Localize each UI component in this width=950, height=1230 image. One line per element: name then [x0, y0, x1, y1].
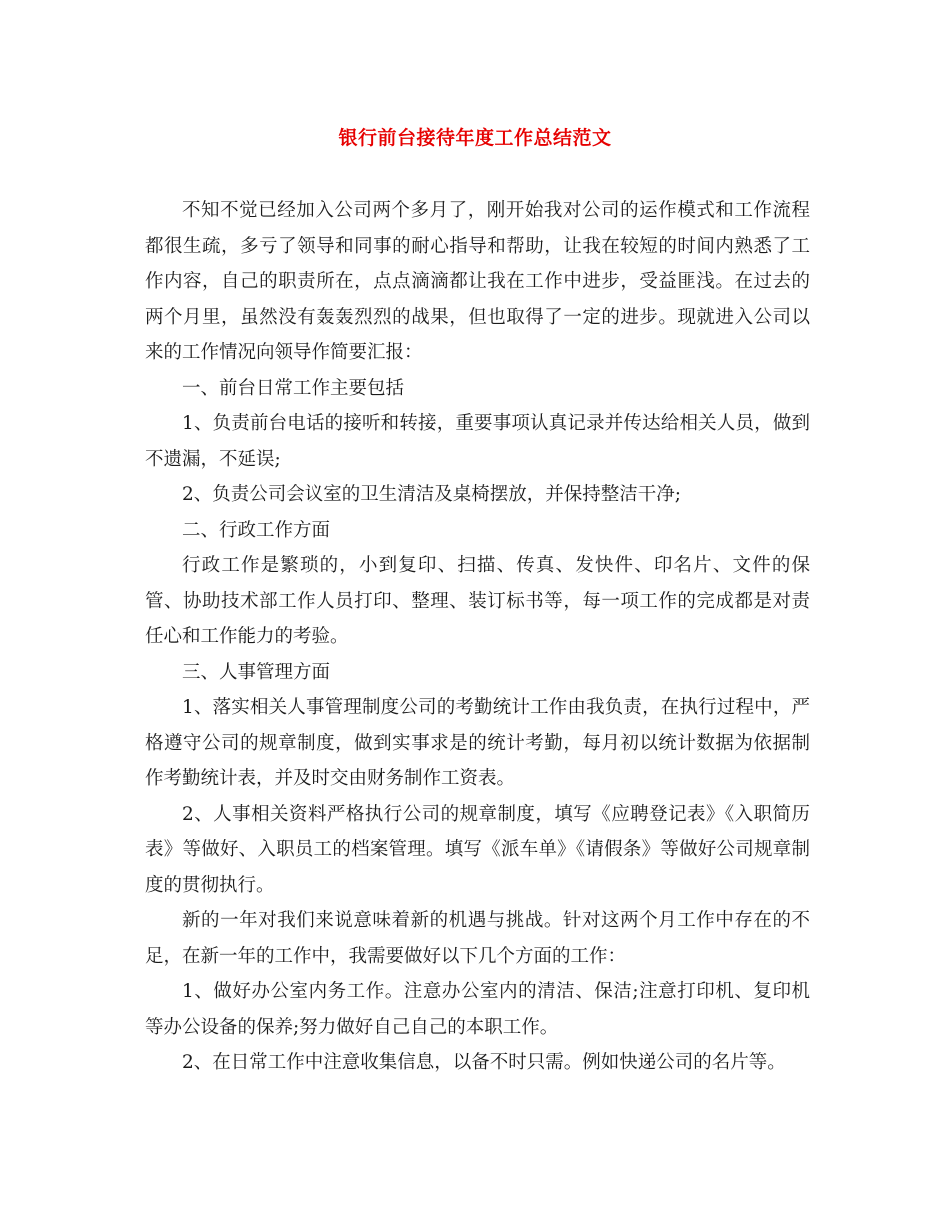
document-title: 银行前台接待年度工作总结范文	[338, 127, 612, 149]
list-item-hr-records: 2、人事相关资料严格执行公司的规章制度，填写《应聘登记表》《入职简历表》等做好、入职员工的档案管理。填写《派车单》《请假条》等做好公司规章制度的贯彻执行。	[145, 803, 810, 896]
document-body	[145, 193, 810, 1081]
paragraph-admin: 行政工作是繁琐的，小到复印、扫描、传真、发快件、印名片、文件的保管、协助技术部工作人员打印、整理、装订标书等，每一项工作的完成都是对责任心和工作能力的考验。	[145, 555, 810, 647]
section-heading-hr: 三、人事管理方面	[182, 661, 331, 683]
list-item-collect-info: 2、在日常工作中注意收集信息，以备不时只需。例如快递公司的名片等。	[182, 1052, 786, 1073]
section-heading-admin: 二、行政工作方面	[182, 519, 331, 541]
list-item-phone: 1、负责前台电话的接听和转接，重要事项认真记录并传达给相关人员，做到不遗漏，不延误;	[145, 413, 810, 470]
list-item-attendance: 1、落实相关人事管理制度公司的考勤统计工作由我负责，在执行过程中，严格遵守公司的规章制度，做到实事求是的统计考勤，每月初以统计数据为依据制作考勤统计表，并及时交由财务制作工资表。	[145, 697, 810, 789]
paragraph-new-year: 新的一年对我们来说意味着新的机遇与挑战。针对这两个月工作中存在的不足，在新一年的工作中，我需要做好以下几个方面的工作：	[145, 910, 810, 967]
list-item-meeting-room: 2、负责公司会议室的卫生清洁及桌椅摆放，并保持整洁干净;	[182, 484, 682, 505]
paragraph-intro: 不知不觉已经加入公司两个多月了，刚开始我对公司的运作模式和工作流程都很生疏，多亏了领导和同事的耐心指导和帮助，让我在较短的时间内熟悉了工作内容，自己的职责所在，点点滴滴都让我在工作中进步，受益匪浅。在过去的两个月里，虽然没有轰轰烈烈的战果，但也取得了一定的进步。现就进入公司以来的工作情况向领导作简要汇报：	[145, 200, 810, 363]
section-heading-front-desk: 一、前台日常工作主要包括	[182, 377, 405, 399]
list-item-office-affairs: 1、做好办公室内务工作。注意办公室内的清洁、保洁;注意打印机、复印机等办公设备的保养;努力做好自己自己的本职工作。	[145, 981, 810, 1038]
